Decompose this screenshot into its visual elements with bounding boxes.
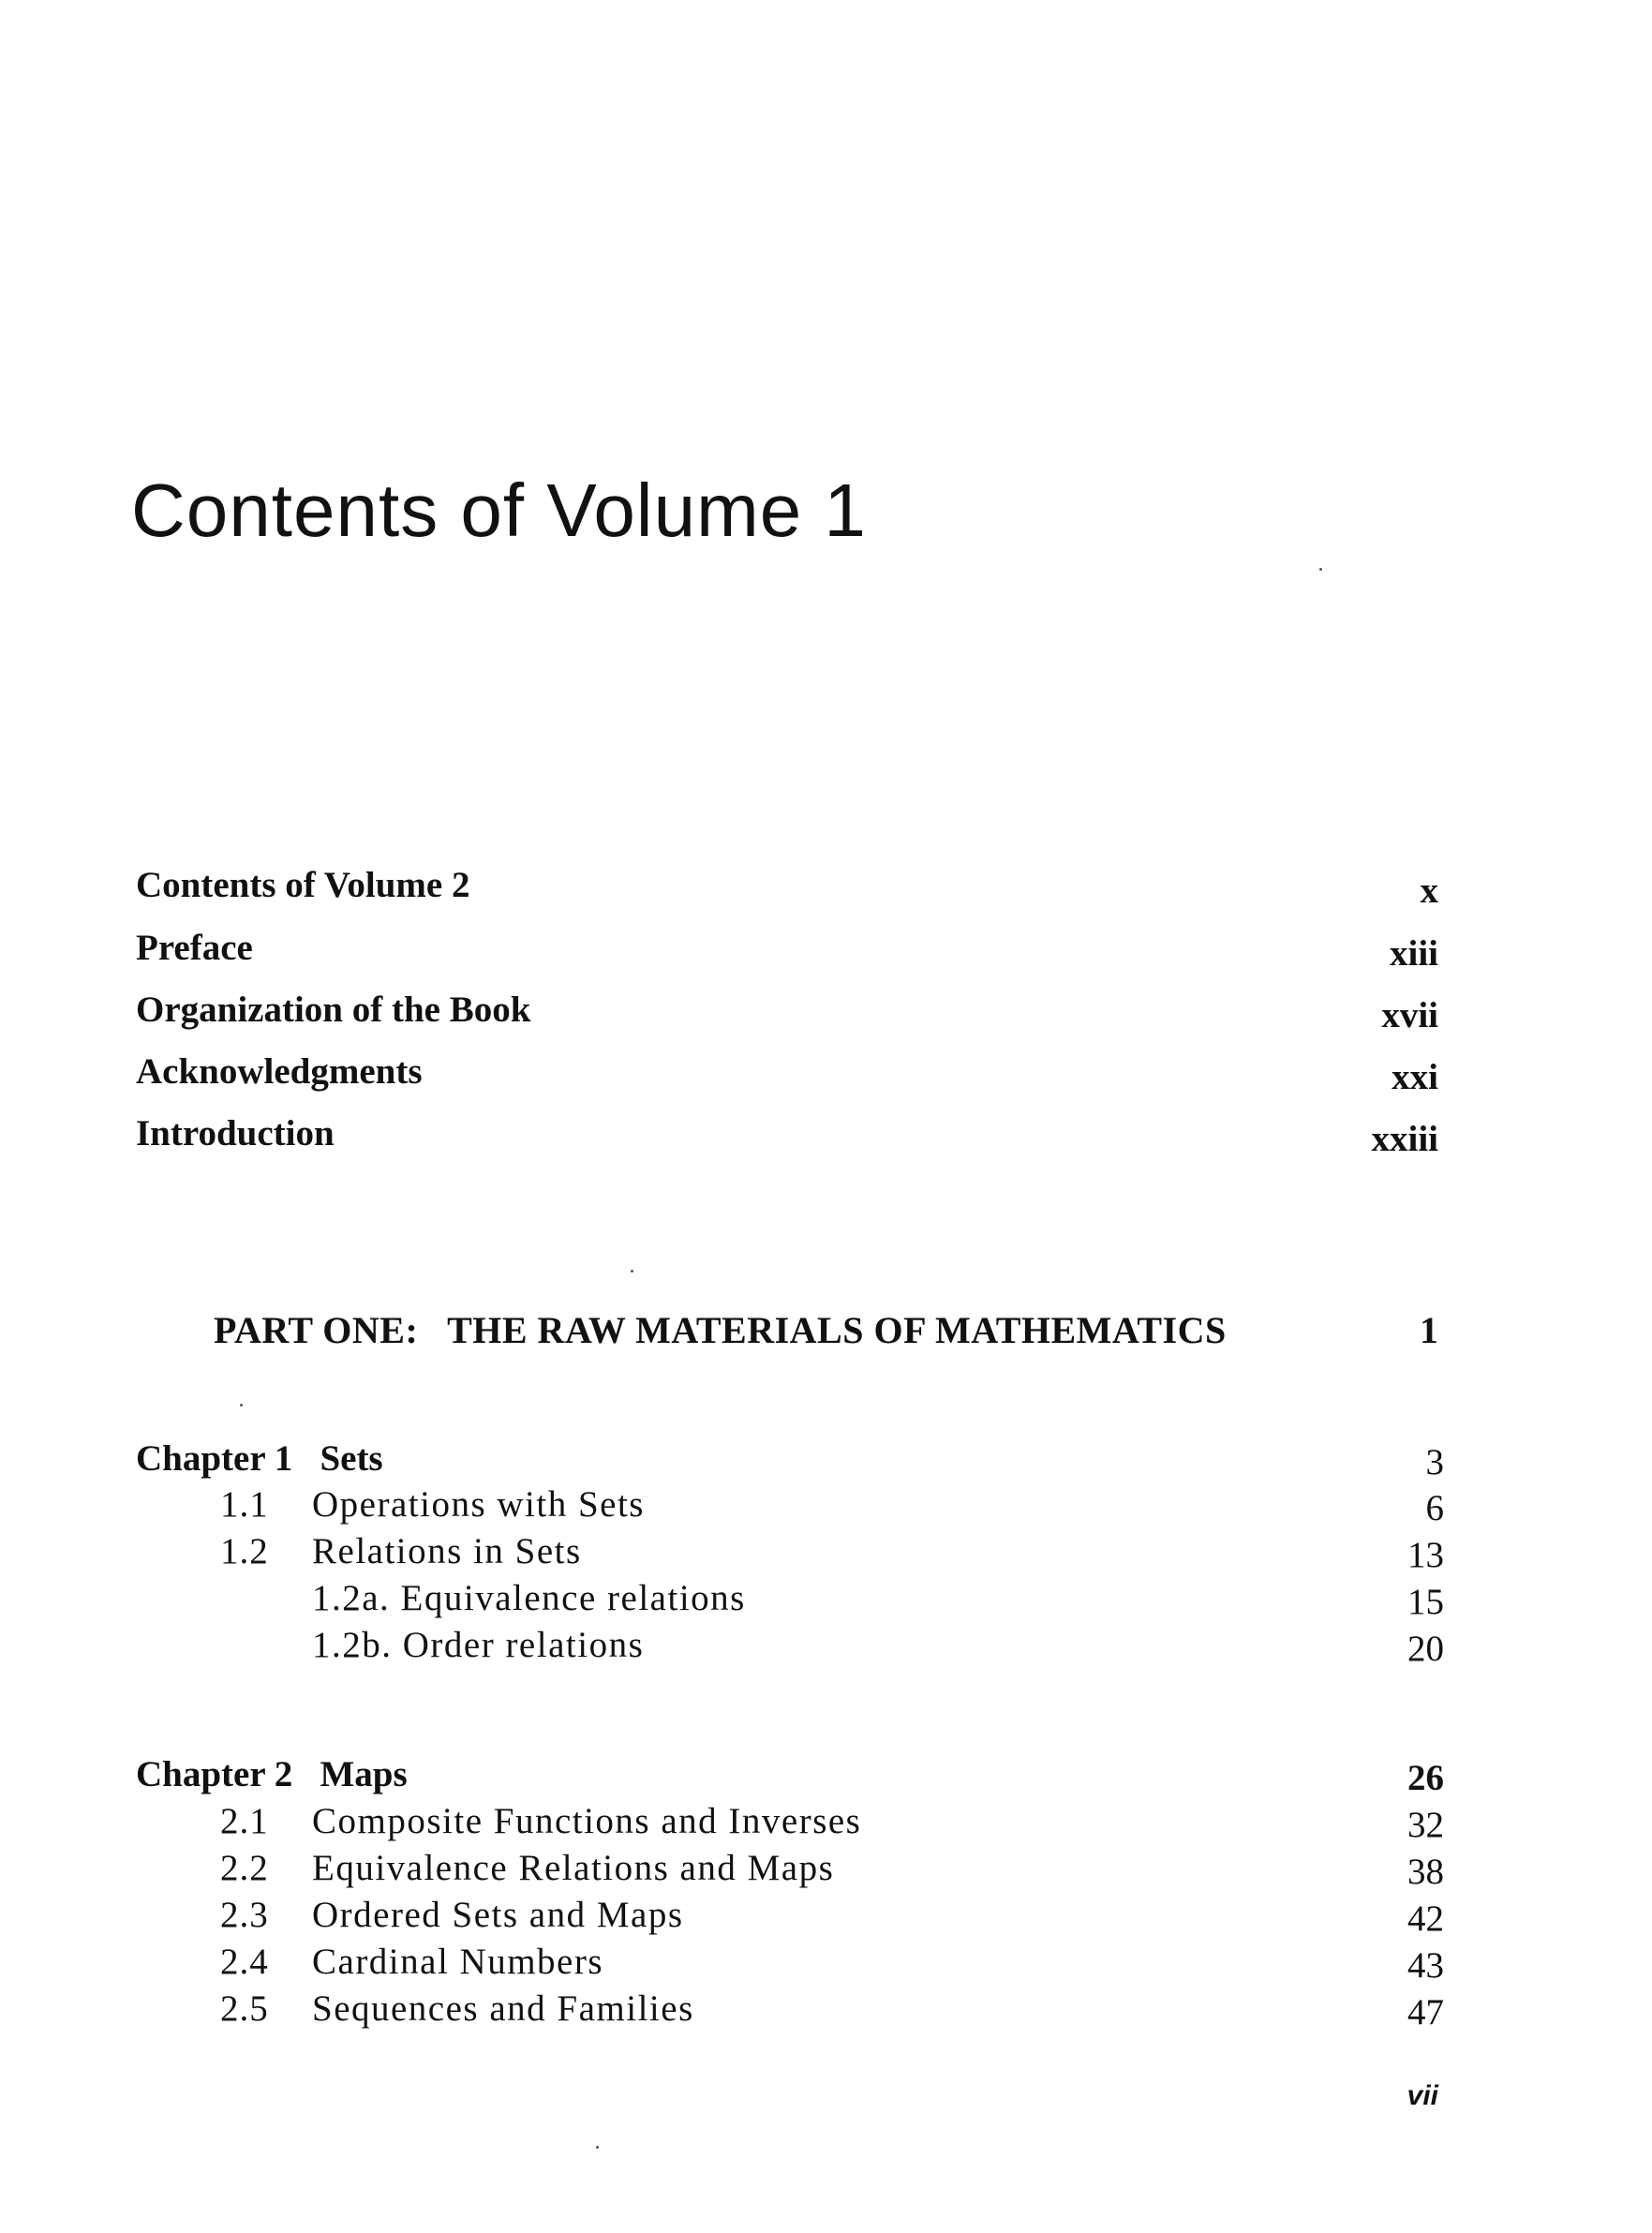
scan-speck: [240, 1404, 243, 1407]
toc-entry-label: Organization of the Book: [136, 990, 531, 1030]
section-number: 2.4: [220, 1942, 269, 1982]
part-heading: [0, 1309, 1652, 1368]
section-title: Composite Functions and Inverses: [312, 1801, 862, 1841]
page-folio: vii: [1406, 2080, 1438, 2111]
section-2-5: [0, 1990, 1652, 2047]
toc-entry-page: xvii: [1381, 995, 1438, 1035]
section-number: 2.1: [220, 1801, 269, 1841]
toc-entry-page: xiii: [1389, 933, 1438, 974]
section-number: 1.1: [220, 1484, 269, 1525]
section-number: 1.2: [220, 1531, 269, 1571]
section-number: 2.3: [220, 1895, 269, 1935]
toc-entry-introduction: [0, 1115, 1652, 1171]
part-page: 1: [1420, 1309, 1438, 1351]
toc-entry-page: xxiii: [1371, 1119, 1438, 1159]
chapter-page: 26: [1407, 1758, 1444, 1798]
section-title: Equivalence Relations and Maps: [312, 1848, 835, 1888]
toc-entry-label: Preface: [136, 928, 253, 968]
subsection-title: 1.2b. Order relations: [312, 1625, 645, 1665]
section-number: 2.2: [220, 1848, 269, 1888]
subsection-page: 15: [1407, 1582, 1444, 1622]
section-number: 2.5: [220, 1988, 269, 2029]
page-title: Contents of Volume 1: [131, 469, 867, 552]
section-page: 43: [1407, 1945, 1444, 1986]
chapter-label: Chapter 2 Maps: [136, 1754, 408, 1794]
subsection-page: 20: [1407, 1629, 1444, 1669]
toc-entry-preface: [0, 930, 1652, 986]
toc-entry-organization: [0, 991, 1652, 1048]
section-title: Cardinal Numbers: [312, 1942, 604, 1982]
scan-speck: [1319, 568, 1322, 571]
toc-entry-label: Introduction: [136, 1113, 335, 1154]
scan-speck: [631, 1270, 633, 1273]
section-page: 13: [1407, 1535, 1444, 1575]
section-page: 6: [1425, 1488, 1444, 1528]
section-title: Relations in Sets: [312, 1531, 582, 1571]
section-page: 32: [1407, 1805, 1444, 1845]
toc-entry-page: x: [1420, 871, 1438, 911]
toc-entry-page: xxi: [1392, 1057, 1438, 1097]
section-page: 42: [1407, 1898, 1444, 1939]
scan-speck: [596, 2146, 599, 2149]
section-title: Ordered Sets and Maps: [312, 1895, 684, 1935]
section-title: Operations with Sets: [312, 1484, 645, 1525]
subsection-1-2b: [0, 1627, 1652, 1683]
part-label: PART ONE: THE RAW MATERIALS OF MATHEMATICS: [214, 1309, 1227, 1351]
section-page: 47: [1407, 1992, 1444, 2032]
chapter-page: 3: [1425, 1442, 1444, 1482]
toc-entry-label: Contents of Volume 2: [136, 865, 470, 905]
toc-entry-contents-vol-2: [0, 867, 1652, 923]
toc-entry-acknowledgments: [0, 1053, 1652, 1109]
section-title: Sequences and Families: [312, 1988, 694, 2029]
subsection-title: 1.2a. Equivalence relations: [312, 1578, 746, 1618]
toc-entry-label: Acknowledgments: [136, 1051, 423, 1092]
section-page: 38: [1407, 1852, 1444, 1892]
chapter-label: Chapter 1 Sets: [136, 1438, 383, 1479]
